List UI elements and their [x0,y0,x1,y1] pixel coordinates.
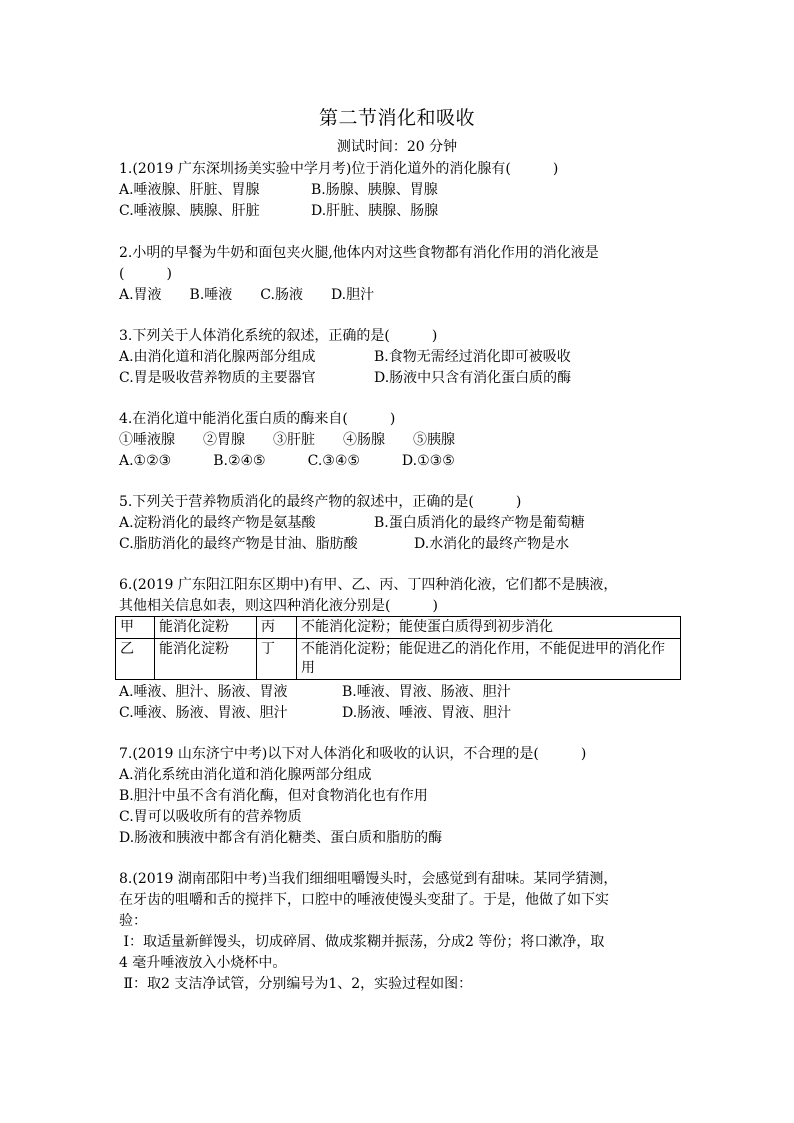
q2-options: A.胃液 B.唾液 C.肠液 D.胆汁 [119,287,375,303]
q6-option-c: C.唾液、肠液、胃液、胆汁 [119,705,288,721]
q8-step1-line2: 4 毫升唾液放入小烧杯中。 [119,955,287,971]
q8-step2: Ⅱ：取2 支洁净试管，分别编号为1、2，实验过程如图： [119,976,473,992]
q3-option-b: B.食物无需经过消化即可被吸收 [374,349,571,365]
q6-option-a: A.唾液、胆汁、肠液、胃液 [119,684,288,700]
table-cell: 不能消化淀粉；能促进乙的消化作用，不能促进甲的消化作用 [297,639,681,680]
q6-stem-line1: 6.(2019 广东阳江阳东区期中)有甲、乙、丙、丁四种消化液，它们都不是胰液， [119,577,618,593]
table-cell: 甲 [116,617,155,639]
table-cell: 能消化淀粉 [155,617,257,639]
q7-stem: 7.(2019 山东济宁中考)以下对人体消化和吸收的认识，不合理的是( ) [119,746,587,762]
table-cell: 丙 [257,617,297,639]
page-title: 第二节消化和吸收 [318,107,475,129]
q1-option-c: C.唾液腺、胰腺、肝脏 [119,203,260,219]
q8-step1-line1: Ⅰ：取适量新鲜馒头，切成碎屑、做成浆糊并振荡，分成2 等份；将口漱净，取 [119,934,605,950]
q7-option-d: D.肠液和胰液中都含有消化糖类、蛋白质和脂肪的酶 [119,830,443,846]
q7-option-a: A.消化系统由消化道和消化腺两部分组成 [119,767,372,783]
table-cell: 丁 [257,639,297,680]
q1-option-d: D.肝脏、胰腺、肠腺 [311,203,439,219]
test-time: 测试时间：20 分钟 [336,139,458,155]
q1-option-b: B.肠腺、胰腺、胃腺 [311,182,438,198]
q8-stem-line1: 8.(2019 湖南邵阳中考)当我们细细咀嚼馒头时，会感觉到有甜味。某同学猜测， [119,871,618,887]
table-row [116,617,681,639]
q7-option-c: C.胃可以吸收所有的营养物质 [119,809,302,825]
q6-option-b: B.唾液、胃液、肠液、胆汁 [342,684,511,700]
table-cell: 乙 [116,639,155,680]
q5-option-a: A.淀粉消化的最终产物是氨基酸 [119,515,316,531]
q6-stem-line2: 其他相关信息如表，则这四种消化液分别是( ) [119,598,438,614]
q4-items: ①唾液腺 ②胃腺 ③肝脏 ④肠腺 ⑤胰腺 [119,432,455,448]
table-row [116,639,681,680]
digestive-fluid-table [115,616,681,680]
q2-paren: ( ) [119,266,172,282]
q3-option-a: A.由消化道和消化腺两部分组成 [119,349,316,365]
q2-stem: 2.小明的早餐为牛奶和面包夹火腿,他体内对这些食物都有消化作用的消化液是 [119,245,599,261]
q4-stem: 4.在消化道中能消化蛋白质的酶来自( ) [119,411,396,427]
q1-stem: 1.(2019 广东深圳扬美实验中学月考)位于消化道外的消化腺有( ) [119,161,559,177]
q3-option-c: C.胃是吸收营养物质的主要器官 [119,370,316,386]
q5-option-c: C.脂肪消化的最终产物是甘油、脂肪酸 [119,536,358,552]
q4-options: A.①②③ B.②④⑤ C.③④⑤ D.①③⑤ [119,453,455,469]
q8-stem-line2: 在牙齿的咀嚼和舌的搅拌下，口腔中的唾液使馒头变甜了。于是，他做了如下实 [119,892,609,908]
q5-option-d: D.水消化的最终产物是水 [414,536,570,552]
q5-stem: 5.下列关于营养物质消化的最终产物的叙述中，正确的是( ) [119,494,522,510]
q3-option-d: D.肠液中只含有消化蛋白质的酶 [374,370,572,386]
q3-stem: 3.下列关于人体消化系统的叙述，正确的是( ) [119,328,438,344]
q8-stem-line3: 验： [119,913,147,929]
table-cell: 不能消化淀粉；能使蛋白质得到初步消化 [297,617,681,639]
q7-option-b: B.胆汁中虽不含有消化酶，但对食物消化也有作用 [119,788,428,804]
q6-option-d: D.肠液、唾液、胃液、胆汁 [342,705,512,721]
table-cell: 能消化淀粉 [155,639,257,680]
q1-option-a: A.唾液腺、肝脏、胃腺 [119,182,260,198]
q5-option-b: B.蛋白质消化的最终产物是葡萄糖 [374,515,585,531]
